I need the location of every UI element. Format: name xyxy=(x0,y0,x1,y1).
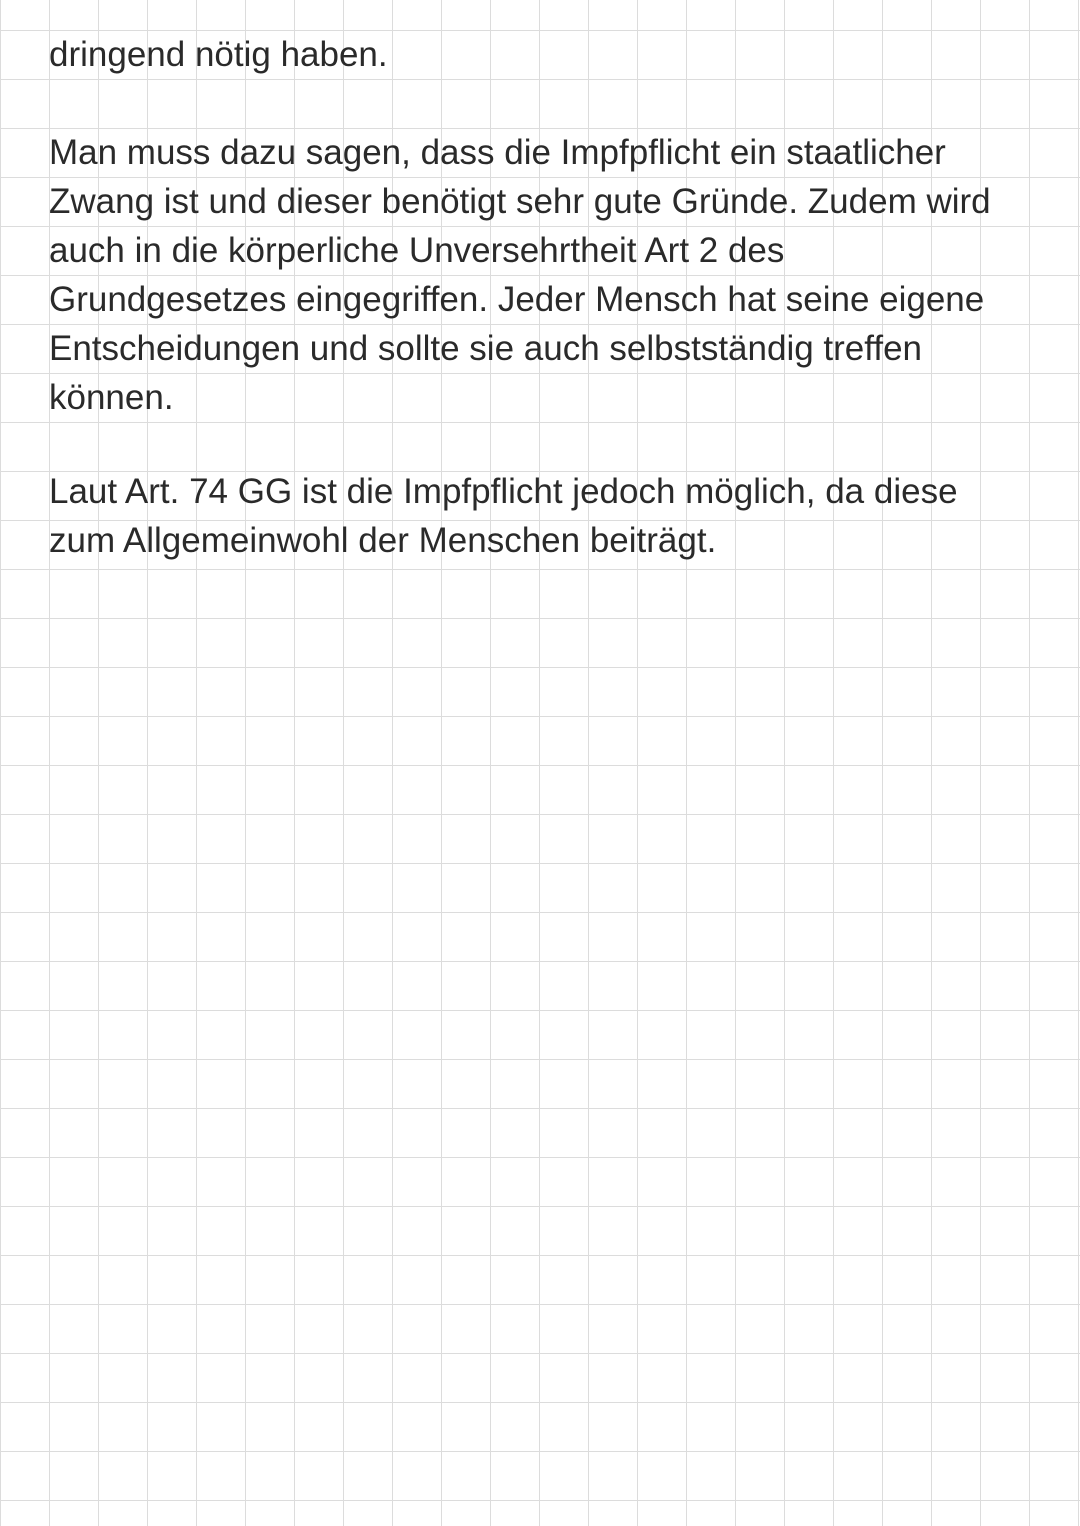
paragraph-continuation xyxy=(49,30,1039,79)
text-line: können. xyxy=(49,378,174,417)
text-line: Grundgesetzes eingegriffen. Jeder Mensch hat seine eigene xyxy=(49,280,985,319)
text-line: Zwang ist und dieser benötigt sehr gute Gründe. Zudem wird xyxy=(49,182,991,221)
text-line: Laut Art. 74 GG ist die Impfpflicht jedoch möglich, da diese xyxy=(49,472,958,511)
text-line: dringend nötig haben. xyxy=(49,35,388,74)
text-line: zum Allgemeinwohl der Menschen beiträgt. xyxy=(49,521,717,560)
text-line: Man muss dazu sagen, dass die Impfpflicht ein staatlicher xyxy=(49,133,946,172)
text-line: auch in die körperliche Unversehrtheit Art 2 des xyxy=(49,231,785,270)
paragraph-coercion-argument xyxy=(49,128,1039,422)
paragraph-legal-basis xyxy=(49,467,1039,565)
text-line: Entscheidungen und sollte sie auch selbstständig treffen xyxy=(49,329,923,368)
